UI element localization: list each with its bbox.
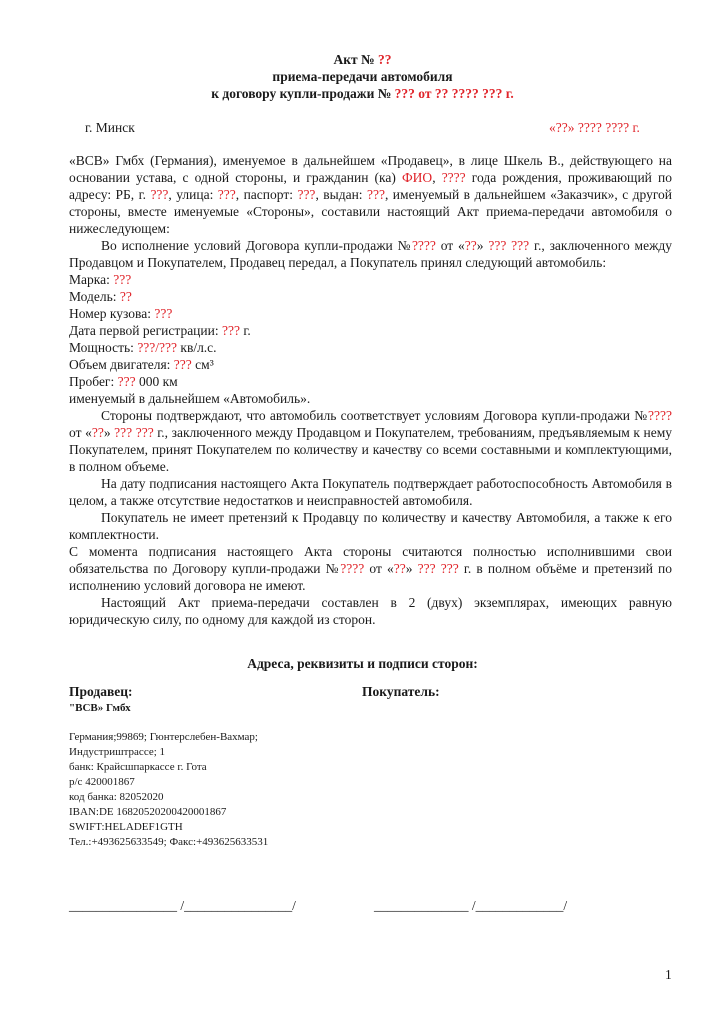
- seller-phone-fax: Тел.:+493625633549; Факс:+493625633531: [69, 836, 269, 848]
- seller-account: р/с 420001867: [69, 776, 135, 788]
- contract-reference: к договору купли-продажи № ??? от ?? ???? ??? г.: [211, 86, 514, 101]
- seller-heading: Продавец:: [69, 684, 133, 699]
- car-designation: именуемый в дальнейшем «Автомобиль».: [69, 391, 311, 406]
- conformity-paragraph: Стороны подтверждают, что автомобиль соответствует условиям Договора купли-продажи №???? от «??» ??? ??? г., заключенного между Продавцом и Покупателем, требованиям, предъявляемым к нему Покупателем, принят Покупателем по количеству и качеству со всеми составными и комплектующими, в полном объеме.: [69, 408, 672, 474]
- seller-swift: SWIFT:HELADEF1GTH: [69, 821, 183, 833]
- car-model: Модель: ??: [69, 289, 132, 304]
- car-mileage: Пробег: ??? 000 км: [69, 374, 178, 389]
- act-subtitle: приема-передачи автомобиля: [272, 69, 453, 84]
- act-title: Акт № ??: [333, 52, 392, 67]
- parties-paragraph: «ВСВ» Гмбх (Германия), именуемое в дальнейшем «Продавец», в лице Шкель В., действующего на основании устава, с одной стороны, и гражданин (ка) ФИО, ???? года рождения, проживающий по адресу: РБ, г. ???, улица: ???, паспорт: ???, выдан: ???, именуемый в дальнейшем «Заказчик», с другой стороны, вместе именуемые «Стороны», составили настоящий Акт приема-передачи автомобиля о нижеследующем:: [69, 153, 673, 236]
- no-claims-paragraph: Покупатель не имеет претензий к Продавцу по количеству и качеству Автомобиля, а также к его комплектности.: [69, 510, 672, 542]
- seller-iban: IBAN:DE 16820520200420001867: [69, 806, 227, 818]
- requisites-section-title: Адреса, реквизиты и подписи сторон:: [247, 656, 478, 671]
- seller-bank-code: код банка: 82052020: [69, 791, 164, 803]
- city: г. Минск: [85, 120, 135, 135]
- seller-name: "ВСВ» Гмбх: [69, 702, 131, 714]
- seller-requisites: [69, 730, 268, 850]
- seller-address-line: Индустриштрассе; 1: [69, 746, 166, 758]
- page-number: 1: [665, 967, 672, 982]
- car-make: Марка: ???: [69, 272, 132, 287]
- seller-bank: банк: Крайсшпаркассе г. Гота: [69, 761, 207, 773]
- obligations-paragraph: С момента подписания настоящего Акта стороны считаются полностью исполнившими свои обязательства по Договору купли-продажи №???? от «??» ??? ??? г. в полном объёме и претензий по исполнению условий договора не имеют.: [69, 544, 673, 593]
- copies-paragraph: Настоящий Акт приема-передачи составлен в 2 (двух) экземплярах, имеющих равную юридическую силу, по одному для каждой из сторон.: [69, 595, 672, 627]
- act-date: «??» ???? ???? г.: [549, 120, 640, 135]
- buyer-heading: Покупатель:: [362, 684, 440, 699]
- functionality-paragraph: На дату подписания настоящего Акта Покупатель подтверждает работоспособность Автомобиля в целом, а также отсутствие недостатков и неисправностей автомобиля.: [69, 476, 672, 508]
- document-body: [69, 152, 672, 628]
- car-power: Мощность: ???/??? кв/л.с.: [69, 340, 217, 355]
- car-body-number: Номер кузова: ???: [69, 306, 173, 321]
- car-engine-volume: Объем двигателя: ??? см³: [69, 357, 214, 372]
- seller-signature-line: ________________ /________________/: [69, 898, 296, 913]
- seller-address-line: Германия;99869; Гюнтерслебен-Вахмар;: [69, 731, 258, 743]
- buyer-signature-line: ______________ /_____________/: [374, 898, 568, 913]
- car-registration-date: Дата первой регистрации: ??? г.: [69, 323, 251, 338]
- transfer-paragraph: Во исполнение условий Договора купли-продажи №???? от «??» ??? ??? г., заключенного между Продавцом и Покупателем, Продавец передал, а Покупатель принял следующий автомобиль:: [69, 238, 673, 270]
